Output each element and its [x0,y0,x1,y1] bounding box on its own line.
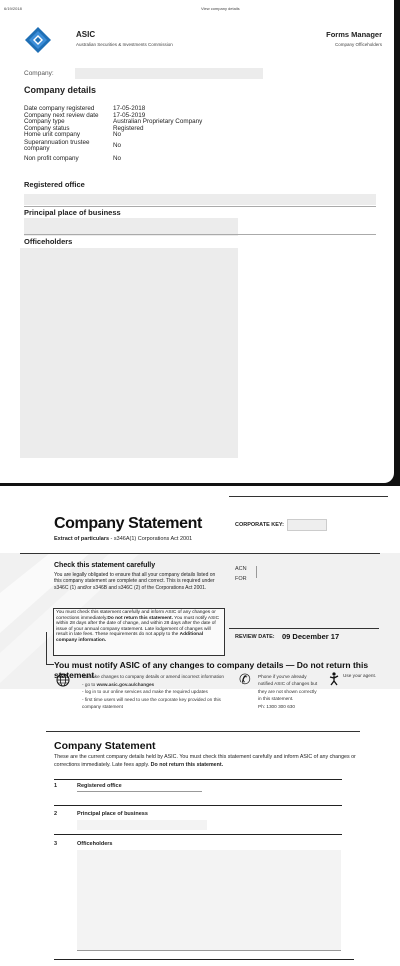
section-body-bold: Do not return this statement. [150,761,224,768]
item-number: 2 [54,811,58,817]
bottom-rule [54,959,354,960]
bracket-foot [46,664,54,665]
review-date-label: REVIEW DATE: [235,634,275,640]
phone-icon: ✆ [239,671,251,687]
divider [24,206,376,207]
top-rule [229,496,388,497]
item-label: Principal place of business [77,811,148,817]
globe-icon [56,673,70,687]
item-number: 3 [54,841,58,847]
detail-label: Company next review date [24,111,99,119]
detail-row [24,132,202,139]
notify-go [82,681,224,689]
detail-value: 17-05-2018 [113,105,146,112]
check-body: You are legally obligated to ensure that all your company details listed on this company statement are complete and correct. This is required under s346C (1) and/or s346B and s346C (2) of the Corporations Act 2001. [54,572,216,591]
review-rule [229,628,379,629]
phone-line: Phone if you've already [258,674,307,679]
detail-value: No [113,154,122,162]
detail-value: No [113,131,122,138]
agent-text: Use your agent. [343,673,377,678]
section-body-text: These are the current company details held by ASIC. You must check this statement carefully and inform ASIC of any changes or corrections immediately. Late fees apply. [54,754,356,768]
detail-label: Date company registered [24,105,95,112]
item-rule [54,779,342,780]
officeholders-redacted [20,248,238,458]
detail-value: Australian Proprietary Company [113,118,203,125]
statement-section-title: Company Statement [54,740,156,752]
section-rule [46,731,360,732]
company-name-redacted [75,68,263,79]
detail-row [24,156,202,163]
boxed-bold-2: Additional company information. [56,632,204,643]
detail-label: Home unit company [24,131,80,138]
corporate-key-label: CORPORATE KEY: [235,522,284,528]
detail-value: 17-05-2019 [113,111,146,119]
notify-intro: To make changes to company details or amend incorrect information [82,674,224,679]
principal-place-redacted [77,820,207,830]
detail-row [24,140,202,153]
phone-line: in this statement. [258,696,294,702]
boxed-text-2: You must notify ASIC within 28 days after the date of change, and within 28 days after the date of issue of your annual company statement. Late lodgement of changes will result in late fees. These requirements do not apply to the [56,615,220,638]
app-name: Forms Manager [326,30,382,39]
item-underline [77,791,202,792]
statement-title: Company Statement [54,515,202,532]
notify-first: - first time users will need to use the corporate key provided on this [82,696,221,702]
boxed-text-1: You must check this statement carefully and inform ASIC of any changes or corrections immediately. [56,610,216,621]
changes-link[interactable]: www.asic.gov.au/changes [96,681,155,687]
item-rule [54,834,342,835]
subtitle-bold: Extract of particulars [54,536,110,542]
item-number: 1 [54,783,58,789]
bracket-line [46,632,47,664]
review-date-value: 09 December 17 [282,632,340,641]
notify-instructions [82,673,224,711]
registered-office-redacted [24,194,376,205]
subtitle-rest: - s346A(1) Corporations Act 2001 [109,536,193,542]
phone-line: they are not shown correctly [258,688,317,694]
statement-section-body [54,754,374,769]
corporate-key-redacted [287,519,327,531]
print-date: 6/19/2018 [4,6,22,11]
notify-first-2: company statement [82,704,123,709]
phone-line: Ph: 1300 300 630 [258,703,296,709]
org-name: ASIC [76,30,96,39]
acn-label: ACN [235,566,247,572]
phone-instructions [258,673,317,710]
acn-field-mark [256,566,257,578]
org-full-name: Australian Securities & Investments Commission [76,42,173,47]
notify-login: - log in to our online services and make the required updates [82,689,208,694]
check-title: Check this statement carefully [54,562,156,569]
principal-place-title: Principal place of business [24,208,121,217]
detail-label: Company status [24,124,70,132]
item-underline [77,950,341,951]
registered-office-title: Registered office [24,180,85,189]
item-label: Officeholders [77,841,113,847]
statement-subtitle [54,536,192,542]
agent-icon [328,672,340,686]
company-details-list [24,106,202,162]
item-label: Registered office [77,783,122,789]
detail-value: No [113,141,122,149]
company-details-title: Company details [24,85,97,95]
officeholders-title: Officeholders [24,237,73,246]
item-rule [54,805,342,806]
view-title: View company details [201,6,240,11]
for-label: FOR [235,576,247,582]
band-top-rule [20,553,380,554]
boxed-bold-1: Do not return this statement. [107,615,173,621]
notify-go-text: - go to [82,681,97,687]
divider [24,234,376,235]
detail-label: Superannuation trustee company [24,138,90,152]
detail-value: Registered [113,124,144,132]
asic-logo-icon [24,26,52,54]
detail-label: Company type [24,118,65,125]
company-label: Company: [24,70,54,77]
company-details-page [0,0,394,483]
officeholders-redacted [77,850,341,950]
phone-line: notified ASIC of changes but [258,681,318,687]
must-check-box [53,608,225,656]
must-notify-heading: You must notify ASIC of any changes to company details — Do not return this statement [54,660,369,680]
detail-label: Non profit company [24,154,79,162]
app-subtitle: Company Officeholders [335,42,382,47]
